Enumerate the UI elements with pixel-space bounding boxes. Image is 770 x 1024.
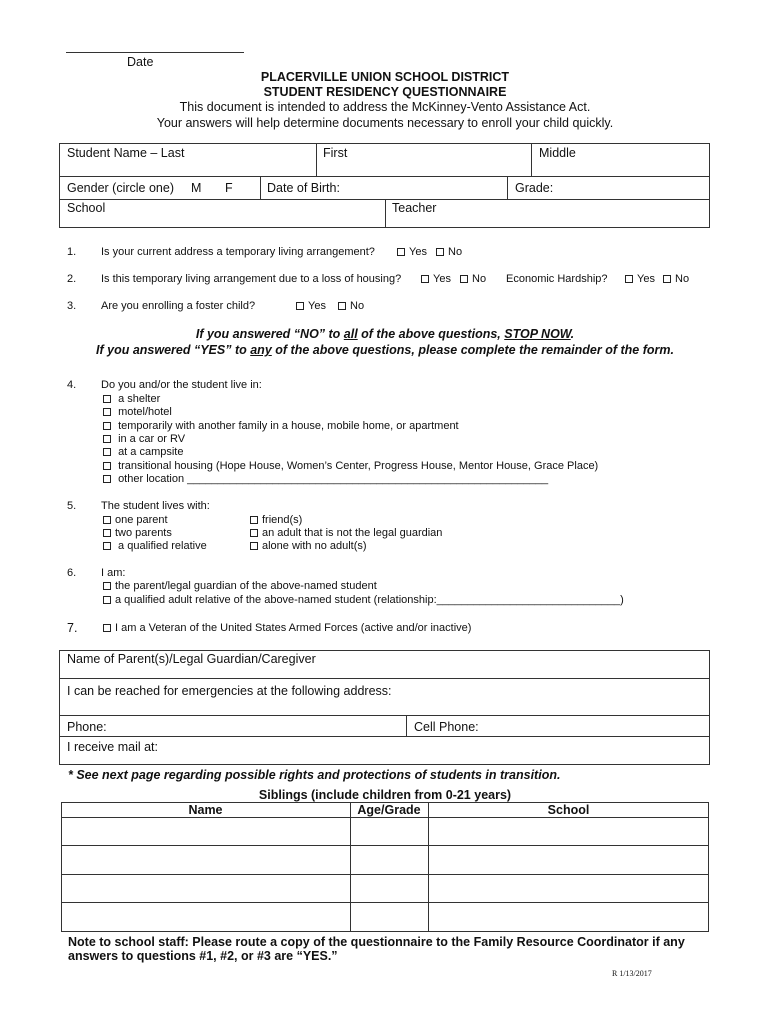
q2-number: 2.	[67, 273, 77, 285]
checkbox-icon[interactable]	[296, 302, 304, 310]
q2-no[interactable]	[460, 273, 486, 285]
student-row-divider-1	[59, 176, 710, 177]
option-label: in a car or RV	[118, 433, 186, 445]
checkbox-icon[interactable]	[103, 624, 111, 632]
mailing-address-field[interactable]: I receive mail at:	[67, 740, 159, 754]
hardship-no[interactable]	[663, 273, 689, 285]
checkbox-icon[interactable]	[103, 475, 111, 483]
guardian-col-divider	[406, 715, 407, 736]
date-label: Date	[127, 55, 154, 69]
district-name: PLACERVILLE UNION SCHOOL DISTRICT	[260, 70, 510, 84]
q4-option-another-family[interactable]	[103, 420, 459, 432]
q5-number: 5.	[67, 500, 77, 512]
checkbox-icon[interactable]	[103, 516, 111, 524]
q6-number: 6.	[67, 567, 77, 579]
checkbox-icon[interactable]	[338, 302, 346, 310]
gender-option-f[interactable]: F	[225, 181, 233, 195]
checkbox-icon[interactable]	[103, 395, 111, 403]
q3-text: Are you enrolling a foster child?	[101, 300, 256, 312]
guardian-name-field[interactable]: Name of Parent(s)/Legal Guardian/Caregiver	[67, 652, 316, 666]
q2-text: Is this temporary living arrangement due to a loss of housing?	[101, 273, 402, 285]
hardship-yes[interactable]	[625, 273, 655, 285]
q1-text: Is your current address a temporary living arrangement?	[101, 246, 375, 258]
grade-field[interactable]: Grade:	[515, 181, 554, 195]
intro-line-2: Your answers will help determine documents necessary to enroll your child quickly.	[156, 116, 614, 130]
checkbox-icon[interactable]	[250, 542, 258, 550]
form-title: STUDENT RESIDENCY QUESTIONNAIRE	[263, 85, 507, 99]
option-label: at a campsite	[118, 446, 184, 458]
option-label: temporarily with another family in a house, mobile home, or apartment	[118, 420, 459, 432]
date-of-birth-field[interactable]: Date of Birth:	[267, 181, 340, 195]
option-label: alone with no adult(s)	[262, 540, 367, 552]
option-label: two parents	[115, 527, 172, 539]
option-label: the parent/legal guardian of the above-named student	[115, 580, 377, 592]
stop-text-all: all	[343, 327, 358, 341]
option-label: an adult that is not the legal guardian	[262, 527, 443, 539]
yes-label: Yes	[637, 273, 655, 285]
q4-option-car-rv[interactable]	[103, 433, 185, 445]
gender-label: Gender (circle one)	[67, 181, 174, 195]
gender-option-m[interactable]: M	[191, 181, 202, 195]
option-label: a qualified adult relative of the above-named student (relationship:______________________________)	[115, 594, 624, 606]
q5-text: The student lives with:	[101, 500, 210, 512]
checkbox-icon[interactable]	[625, 275, 633, 283]
option-label: a qualified relative	[115, 540, 207, 552]
yes-label: Yes	[409, 246, 427, 258]
see-next-page-note: * See next page regarding possible rights and protections of students in transition.	[68, 768, 561, 782]
checkbox-icon[interactable]	[397, 248, 405, 256]
checkbox-icon[interactable]	[460, 275, 468, 283]
checkbox-icon[interactable]	[103, 596, 111, 604]
col-divider-middle	[531, 143, 532, 176]
siblings-title: Siblings (include children from 0-21 years)	[258, 788, 512, 802]
q7-number: 7.	[67, 621, 78, 635]
checkbox-icon[interactable]	[103, 582, 111, 590]
stop-text-b: of the above questions,	[357, 327, 505, 341]
no-label: No	[675, 273, 690, 285]
col-divider-grade	[507, 176, 508, 199]
q2-yes[interactable]	[421, 273, 451, 285]
guardian-row-divider-2	[59, 715, 710, 716]
checkbox-icon[interactable]	[103, 542, 111, 550]
q5-option-qualified-relative[interactable]	[103, 540, 207, 552]
stop-text-a: If you answered “NO” to	[195, 327, 344, 341]
q4-number: 4.	[67, 379, 77, 391]
q3-yes[interactable]	[296, 300, 326, 312]
siblings-col-school: School	[547, 803, 590, 817]
table-row[interactable]	[61, 818, 709, 845]
table-row[interactable]	[61, 846, 709, 874]
q4-option-motel[interactable]	[103, 406, 172, 418]
q4-option-shelter[interactable]	[103, 393, 160, 405]
q4-option-other[interactable]	[103, 473, 548, 485]
guardian-row-divider-3	[59, 736, 710, 737]
q6-option-guardian[interactable]	[103, 580, 377, 592]
checkbox-icon[interactable]	[103, 462, 111, 470]
continue-text-any: any	[250, 343, 272, 357]
school-field[interactable]: School	[67, 201, 106, 215]
no-label: No	[448, 246, 463, 258]
checkbox-icon[interactable]	[663, 275, 671, 283]
economic-hardship-label: Economic Hardship?	[506, 273, 608, 285]
q5-option-one-parent[interactable]	[103, 514, 168, 526]
checkbox-icon[interactable]	[103, 529, 111, 537]
table-row[interactable]	[61, 903, 709, 932]
siblings-col-name: Name	[188, 803, 223, 817]
cell-phone-field[interactable]: Cell Phone:	[414, 720, 479, 734]
q4-option-transitional[interactable]	[103, 460, 598, 472]
siblings-col-age-grade: Age/Grade	[357, 803, 421, 817]
q5-option-adult-not-guardian[interactable]	[250, 527, 442, 539]
q1-no[interactable]	[436, 246, 462, 258]
option-label: other location ___________________________________________________________	[118, 473, 549, 485]
q3-no[interactable]	[338, 300, 364, 312]
revision-date: R 1/13/2017	[612, 969, 652, 978]
q5-option-two-parents[interactable]	[103, 527, 172, 539]
checkbox-icon[interactable]	[103, 435, 111, 443]
intro-line-1: This document is intended to address the McKinney-Vento Assistance Act.	[179, 100, 591, 114]
continue-text-a: If you answered “YES” to	[96, 343, 251, 357]
checkbox-icon[interactable]	[103, 422, 111, 430]
q5-option-alone[interactable]	[250, 540, 367, 552]
no-label: No	[350, 300, 365, 312]
option-label: friend(s)	[262, 514, 303, 526]
q1-number: 1.	[67, 246, 77, 258]
student-first-name-field[interactable]: First	[323, 146, 348, 160]
emergency-address-field[interactable]: I can be reached for emergencies at the following address:	[67, 684, 392, 698]
stop-text-c: .	[570, 327, 575, 341]
student-middle-name-field[interactable]: Middle	[539, 146, 576, 160]
staff-note-line-1: Note to school staff: Please route a copy of the questionnaire to the Family Resource Coordinator if any	[68, 935, 685, 949]
table-row[interactable]	[61, 875, 709, 902]
option-label: a shelter	[118, 393, 161, 405]
yes-label: Yes	[308, 300, 326, 312]
checkbox-icon[interactable]	[103, 448, 111, 456]
option-label: motel/hotel	[118, 406, 172, 418]
continue-text-b: of the above questions, please complete the remainder of the form.	[271, 343, 674, 357]
continue-instruction	[0, 343, 770, 357]
q3-number: 3.	[67, 300, 77, 312]
date-line[interactable]	[66, 52, 244, 53]
checkbox-icon[interactable]	[436, 248, 444, 256]
staff-note-line-2: answers to questions #1, #2, or #3 are “YES.”	[68, 949, 338, 963]
option-label: one parent	[115, 514, 168, 526]
q7-option-veteran[interactable]	[103, 622, 471, 634]
col-divider-first	[316, 143, 317, 176]
option-label: I am a Veteran of the United States Armed Forces (active and/or inactive)	[115, 622, 472, 634]
q5-option-friends[interactable]	[250, 514, 302, 526]
col-divider-teacher	[385, 199, 386, 228]
col-divider-dob	[260, 176, 261, 199]
q6-text: I am:	[101, 567, 126, 579]
no-label: No	[472, 273, 487, 285]
student-last-name-field[interactable]: Student Name – Last	[67, 146, 185, 160]
checkbox-icon[interactable]	[103, 408, 111, 416]
q6-option-relative[interactable]	[103, 594, 624, 606]
q4-text: Do you and/or the student live in:	[101, 379, 262, 391]
q4-option-campsite[interactable]	[103, 446, 183, 458]
checkbox-icon[interactable]	[250, 516, 258, 524]
teacher-field[interactable]: Teacher	[392, 201, 437, 215]
checkbox-icon[interactable]	[250, 529, 258, 537]
guardian-row-divider-1	[59, 678, 710, 679]
q1-yes[interactable]	[397, 246, 427, 258]
option-label: transitional housing (Hope House, Women’s Center, Progress House, Mentor House, Grace Place)	[118, 460, 599, 472]
stop-text-stop: STOP NOW	[504, 327, 571, 341]
checkbox-icon[interactable]	[421, 275, 429, 283]
yes-label: Yes	[433, 273, 451, 285]
phone-field[interactable]: Phone:	[67, 720, 107, 734]
stop-instruction	[0, 327, 770, 341]
